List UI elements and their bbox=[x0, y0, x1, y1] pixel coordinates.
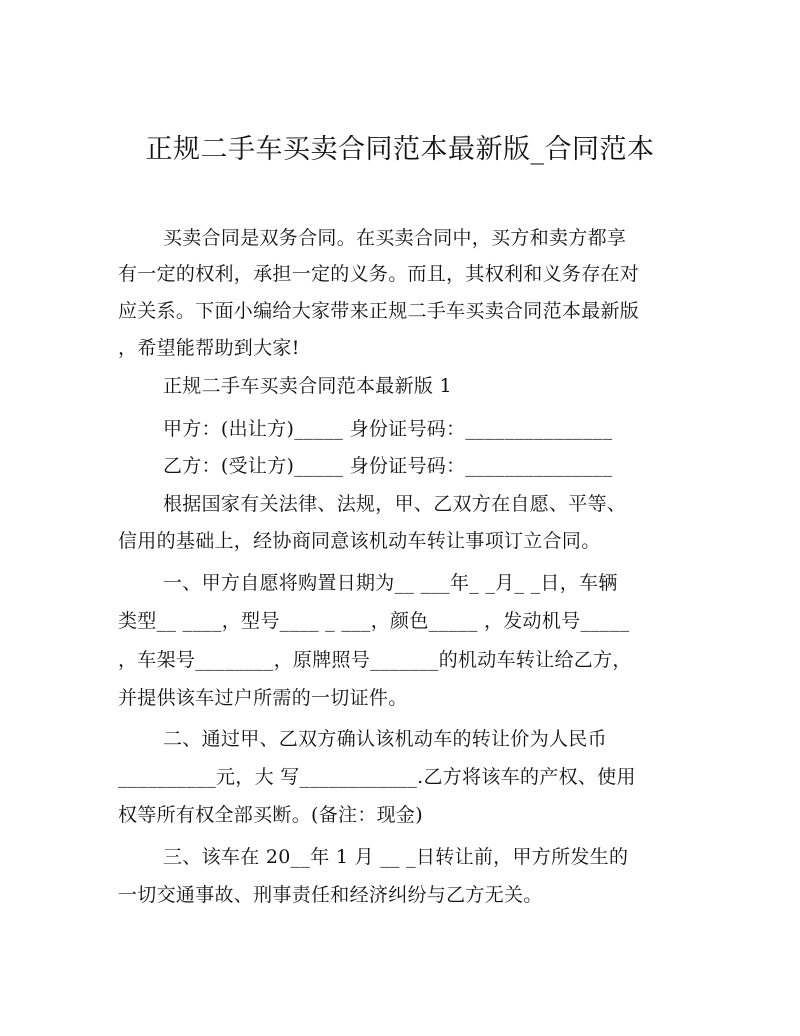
party-a-line: 甲方：(出让方)_____ 身份证号码：_______________ bbox=[163, 418, 613, 440]
paragraph-intro-line-2: 有一定的权利，承担一定的义务。而且，其权利和义务存在对 bbox=[118, 263, 640, 285]
paragraph-preamble-line-1: 根据国家有关法律、法规，甲、乙双方在自愿、平等、 bbox=[163, 493, 627, 515]
section-heading: 正规二手车买卖合同范本最新版 1 bbox=[163, 375, 452, 397]
clause-3-line-1: 三、该车在 20__年 1 月 __ _日转让前，甲方所发生的 bbox=[163, 846, 629, 868]
paragraph-intro-line-4: ，希望能帮助到大家! bbox=[118, 337, 300, 359]
document-title: 正规二手车买卖合同范本最新版_合同范本 bbox=[145, 134, 655, 165]
party-b-line: 乙方：(受让方)_____ 身份证号码：_______________ bbox=[163, 455, 613, 477]
paragraph-intro-line-1: 买卖合同是双务合同。在买卖合同中，买方和卖方都享 bbox=[163, 227, 627, 249]
clause-1-line-2: 类型__ ____，型号____ _ ___，颜色_____ ，发动机号_____ bbox=[118, 610, 630, 632]
clause-2-line-3: 权等所有权全部买断。(备注：现金) bbox=[118, 804, 423, 826]
clause-2-line-1: 二、通过甲、乙双方确认该机动车的转让价为人民币 bbox=[163, 728, 607, 750]
clause-1-line-3: ，车架号________，原牌照号_______的机动车转让给乙方， bbox=[118, 649, 632, 671]
clause-1-line-4: 并提供该车过户所需的一切证件。 bbox=[118, 687, 408, 709]
clause-2-line-2: __________元，大 写____________.乙方将该车的产权、使用 bbox=[118, 766, 636, 788]
clause-3-line-2: 一切交通事故、刑事责任和经济纠纷与乙方无关。 bbox=[118, 884, 543, 906]
paragraph-intro-line-3: 应关系。下面小编给大家带来正规二手车买卖合同范本最新版 bbox=[118, 300, 640, 322]
clause-1-line-1: 一、甲方自愿将购置日期为__ ___年_ _月_ _日，车辆 bbox=[163, 572, 618, 594]
paragraph-preamble-line-2: 信用的基础上，经协商同意该机动车转让事项订立合同。 bbox=[118, 530, 601, 552]
